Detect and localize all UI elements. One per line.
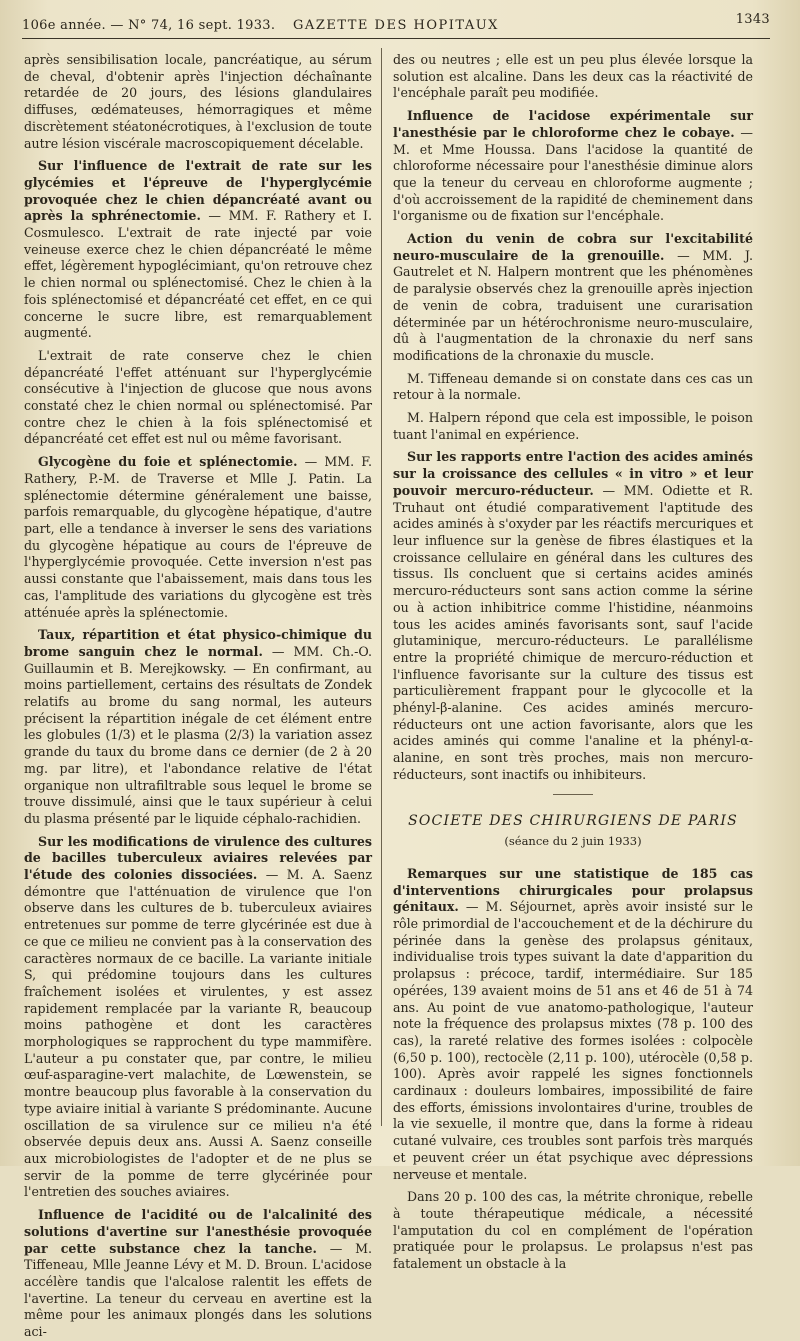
paragraph: M. Halpern répond que cela est impossible, le poison tuant l'animal en expérience. bbox=[393, 410, 753, 442]
paragraph: Sur les modifications de virulence des cultures de bacilles tuberculeux aviaires relevées par l'étude des colonies dissociées. — M. A. Saenz démontre que l'atténuation de virulence que l'on observe dans les cultures de b. tuberculeux aviaires entretenues sur pomme de terre glycérinée est due à ce que ce milieu ne convient pas à la conservation des caractères normaux de ce bacille. La variante initiale S, qui prédomine toujours dans les cultures fraîchement isolées et virulentes, y est assez rapidement remplacée par la variante R, beaucoup moins pathogène et dont les caractères morphologiques se rapprochent du type mammifère. L'auteur a pu constater que, par contre, le milieu œuf-asparagine-vert malachite, de Lœwenstein, se montre beaucoup plus favorable à la conservation du type aviaire initial à variante S prédominante. Aucune oscillation de sa virulence sur ce milieu n'a été observée depuis deux ans. Aussi A. Saenz conseille aux microbiologistes de l'adopter et de ne plus se servir de la pomme de terre glycérinée pour l'entretien des souches aviaires. bbox=[24, 833, 372, 1200]
paragraph: Remarques sur une statistique de 185 cas d'interventions chirurgicales pour prolapsus génitaux. — M. Séjournet, après avoir insisté sur le rôle primordial de l'accouchement et de la déchirure du périnée dans la genèse des prolapsus génitaux, individualise trois types suivant la date d'apparition du prolapsus : précoce, tardif, intermédiaire. Sur 185 opérées, 139 avaient moins de 51 ans et 46 de 51 à 74 ans. Au point de vue anatomo-pathologique, l'auteur note la fréquence des prolapsus mixtes (78 p. 100 des cas), la rareté relative des formes isolées : colpocèle (6,50 p. 100), rectocèle (2,11 p. 100), utérocèle (0,58 p. 100). Après avoir rappelé les signes fonctionnels cardinaux : douleurs lombaires, impossibilité de faire des efforts, émissions involontaires d'urine, troubles de la vie sexuelle, il montre que, dans la forme à rideau cutané vulvaire, ces troubles sont parfois très marqués et peuvent créer un état psychique avec dépressions nerveuse et mentale. bbox=[393, 865, 753, 1182]
column-divider bbox=[381, 48, 382, 1126]
paragraph: Dans 20 p. 100 des cas, la métrite chronique, rebelle à toute thérapeutique médicale, a nécessité l'amputation du col en complément de l'opération pratiquée pour le prolapsus. Le prolapsus n'est pas fatalement un obstacle à la bbox=[393, 1189, 753, 1272]
paragraph: Glycogène du foie et splénectomie. — MM. F. Rathery, P.-M. de Traverse et Mlle J. Patin. La splénectomie détermine généralement une baisse, parfois remarquable, du glycogène hépatique, d'autre part, elle a tendance à inverser le sens des variations du glycogène hépatique au cours de l'épreuve de l'hyperglycémie provoquée. Cette inversion n'est pas aussi constante que l'abaissement, mais dans tous les cas, l'amplitude des variations du glycogène est très atténuée après la splénectomie. bbox=[24, 454, 372, 620]
page-number: 1343 bbox=[735, 12, 770, 27]
left-column bbox=[24, 52, 372, 1340]
paragraph: Sur l'influence de l'extrait de rate sur les glycémies et l'épreuve de l'hyperglycémie provoquée chez le chien dépancréaté avant ou après la sphrénectomie. — MM. F. Rathery et I. Cosmulesco. L'extrait de rate injecté par voie veineuse exerce chez le chien dépancréaté le même effet, légèrement hypoglécimiant, qu'on retrouve chez le chien normal ou splénectomisé. Chez le chien à la fois splénectomisé et dépancréaté cet effet, en ce qui concerne le sucre libre, est remarquablement augmenté. bbox=[24, 158, 372, 341]
section-rule bbox=[553, 794, 593, 795]
paragraph: Sur les rapports entre l'action des acides aminés sur la croissance des cellules « in vitro » et leur pouvoir mercuro-réducteur. — MM. Odiette et R. Truhaut ont étudié comparativement l'aptitude des acides aminés à s'oxyder par les réactifs mercuriques et leur influence sur la genèse de fibres élastiques et la croissance cellulaire en général dans les cultures des tissus. Ils concluent que si certains acides aminés mercuro-réducteurs sont sans action comme la sérine ou à action inhibitrice comme l'histidine, néanmoins tous les acides aminés favorisants sont, sauf l'acide glutaminique, mercuro-réducteurs. Le parallélisme entre la propriété chimique de mercuro-réduction et l'influence favorisante sur la culture des tissus est particulièrement frappant pour le glycocolle et la phényl-β-alanine. Ces acides aminés mercuro-réducteurs ont une action favorisante, alors que les acides aminés qui comme l'analine et la phényl-α-alanine, en sont très proches, mais non mercuro-réducteurs, sont inactifs ou inhibiteurs. bbox=[393, 449, 753, 782]
page-header bbox=[22, 10, 770, 39]
paragraph: L'extrait de rate conserve chez le chien dépancréaté l'effet atténuant sur l'hyperglycémie consécutive à l'injection de glucose que nous avons constaté chez le chien normal ou splénectomisé. Par contre chez le chien à la fois splénectomisé et dépancréaté cet effet est nul ou même favorisant. bbox=[24, 347, 372, 447]
right-column bbox=[393, 52, 753, 1272]
paragraph: après sensibilisation locale, pancréatique, au sérum de cheval, d'obtenir après l'injection déchaînante retardée de 20 jours, des lésions glandulaires diffuses, œdémateuses, hémorragiques et même discrètement stéatonécrotiques, à l'exclusion de toute autre lésion viscérale macroscopiquement décelable. bbox=[24, 52, 372, 151]
paragraph: Influence de l'acidité ou de l'alcalinité des solutions d'avertine sur l'anesthésie provoquée par cette substance chez la tanche. — M. Tiffeneau, Mlle Jeanne Lévy et M. D. Broun. L'acidose accélère tandis que l'alcalose ralentit les effets de l'avertine. La teneur du cerveau en avertine est la même pour les animaux plongés dans les solutions aci- bbox=[24, 1207, 372, 1340]
paragraph: Influence de l'acidose expérimentale sur l'anesthésie par le chloroforme chez le cobaye. — M. et Mme Houssa. Dans l'acidose la quantité de chloroforme nécessaire pour l'anesthésie diminue alors que la teneur du cerveau en chloroforme augmente ; d'où accroissement de la rapidité de cheminement dans l'organisme ou de fixation sur l'encéphale. bbox=[393, 108, 753, 224]
paragraph: Taux, répartition et état physico-chimique du brome sanguin chez le normal. — MM. Ch.-O. Guillaumin et B. Merejkowsky. — En confirmant, au moins partiellement, certains des résultats de Zondek relatifs au brome du sang normal, les auteurs précisent la répartition inégale de cet élément entre les globules (1/3) et le plasma (2/3) la variation assez grande du taux du brome dans ce dernier (de 2 à 20 mg. par litre), et l'abondance relative de l'état organique non ultrafiltrable sous lequel le brome se trouve dissimulé, ainsi que le taux supérieur à celui du plasma présenté par le liquide céphalo-rachidien. bbox=[24, 627, 372, 826]
paragraph: M. Tiffeneau demande si on constate dans ces cas un retour à la normale. bbox=[393, 370, 753, 403]
paragraph: Action du venin de cobra sur l'excitabilité neuro-musculaire de la grenouille. — MM. J. Gautrelet et N. Halpern montrent que les phénomènes de paralysie observés chez la grenouille après injection de venin de cobra, traduisent une curarisation déterminée par un hétérochronisme neuro-musculaire, dû à l'augmentation de la chronaxie du nerf sans modifications de la chronaxie du muscle. bbox=[393, 231, 753, 363]
journal-title: GAZETTE DES HOPITAUX bbox=[293, 18, 499, 33]
session-date: (séance du 2 juin 1933) bbox=[504, 834, 642, 849]
society-heading: SOCIETE DES CHIRURGIENS DE PARIS bbox=[408, 812, 738, 829]
issue-info: 106e année. — N° 74, 16 sept. 1933. bbox=[22, 18, 276, 33]
paragraph: des ou neutres ; elle est un peu plus élevée lorsque la solution est alcaline. Dans les deux cas la réactivité de l'encéphale paraît peu modifiée. bbox=[393, 52, 753, 101]
